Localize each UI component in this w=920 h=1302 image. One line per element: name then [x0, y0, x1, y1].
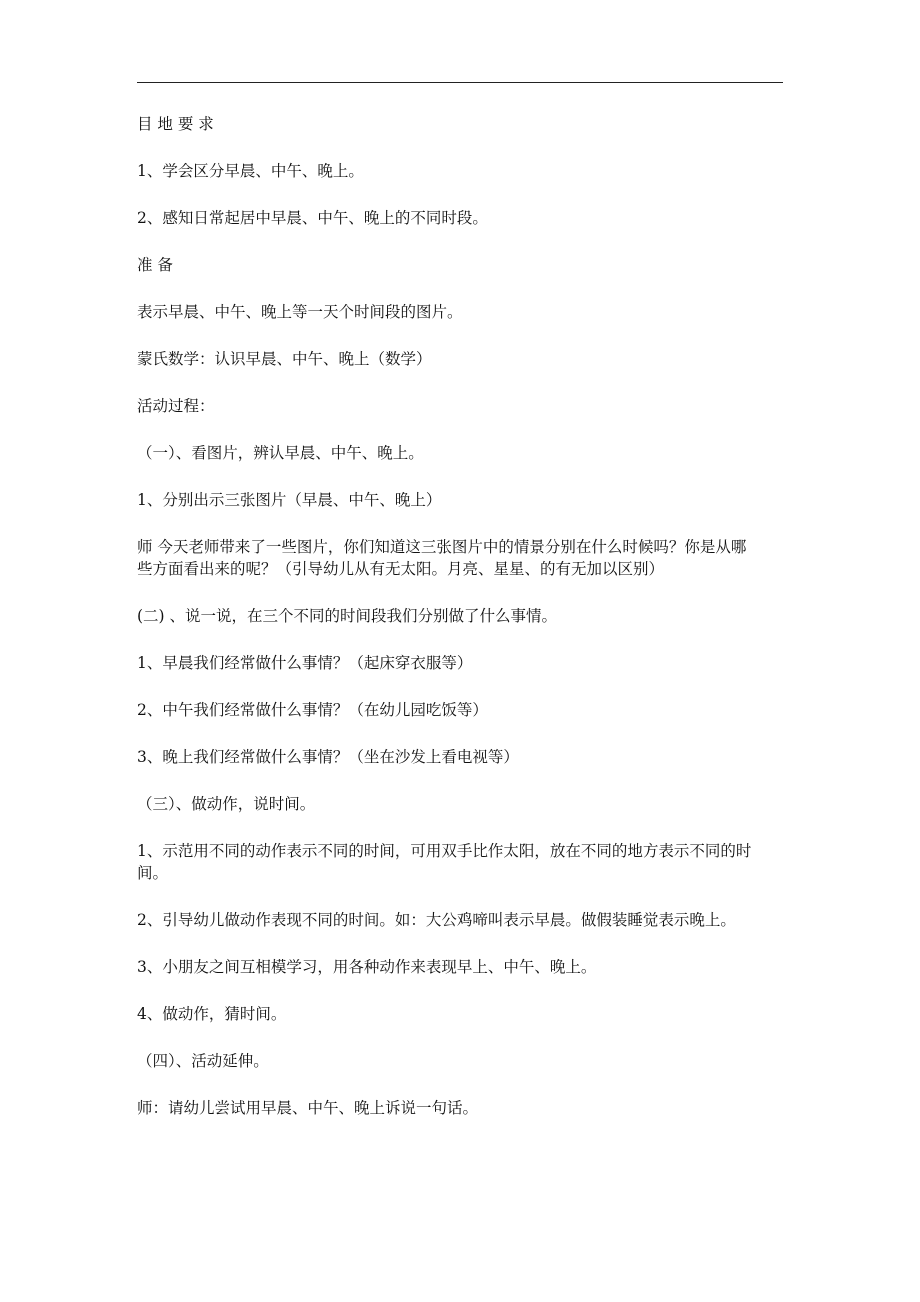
section-4-heading: （四）、活动延伸。: [137, 1052, 269, 1070]
section-1-item-1: 1、分别出示三张图片（早晨、中午、晚上）: [137, 491, 442, 509]
prep-item-2: 蒙氏数学：认识早晨、中午、晚上（数学）: [137, 350, 432, 368]
document-body: [137, 113, 787, 1119]
section-2-item-2: 2、中午我们经常做什么事情？（在幼儿园吃饭等）: [137, 701, 488, 719]
section-1-teacher-line-2: 些方面看出来的呢？（引导幼儿从有无太阳。月亮、星星、的有无加以区别）: [137, 560, 665, 578]
header-rule: [137, 82, 783, 83]
goal-item-1: 1、学会区分早晨、中午、晚上。: [137, 162, 364, 180]
section-4-teacher-line: 师：请幼儿尝试用早晨、中午、晚上诉说一句话。: [137, 1099, 479, 1117]
goal-item-2: 2、感知日常起居中早晨、中午、晚上的不同时段。: [137, 209, 488, 227]
heading-goals: 目 地 要 求: [137, 115, 214, 133]
prep-item-1: 表示早晨、中午、晚上等一天个时间段的图片。: [137, 303, 463, 321]
section-2-item-1: 1、早晨我们经常做什么事情？（起床穿衣服等）: [137, 654, 473, 672]
section-2-heading: (二) 、说一说，在三个不同的时间段我们分别做了什么事情。: [137, 607, 558, 625]
section-1-heading: （一）、看图片，辨认早晨、中午、晚上。: [137, 444, 424, 462]
section-1-teacher-line-1: 师 今天老师带来了一些图片，你们知道这三张图片中的情景分别在什么时候吗？你是从哪: [137, 538, 747, 556]
section-3-item-1-line-2: 间。: [137, 864, 169, 882]
section-3-item-3: 3、小朋友之间互相模学习，用各种动作来表现早上、中午、晚上。: [137, 958, 597, 976]
heading-prep: 准 备: [137, 256, 173, 274]
section-3-heading: （三）、做动作，说时间。: [137, 795, 316, 813]
heading-process: 活动过程：: [137, 397, 215, 415]
section-2-item-3: 3、晚上我们经常做什么事情？（坐在沙发上看电视等）: [137, 748, 519, 766]
section-3-item-4: 4、做动作，猜时间。: [137, 1005, 287, 1023]
section-3-item-2: 2、引导幼儿做动作表现不同的时间。如：大公鸡啼叫表示早晨。做假装睡觉表示晚上。: [137, 911, 736, 929]
section-3-item-1-line-1: 1、示范用不同的动作表示不同的时间，可用双手比作太阳，放在不同的地方表示不同的时: [137, 842, 752, 860]
